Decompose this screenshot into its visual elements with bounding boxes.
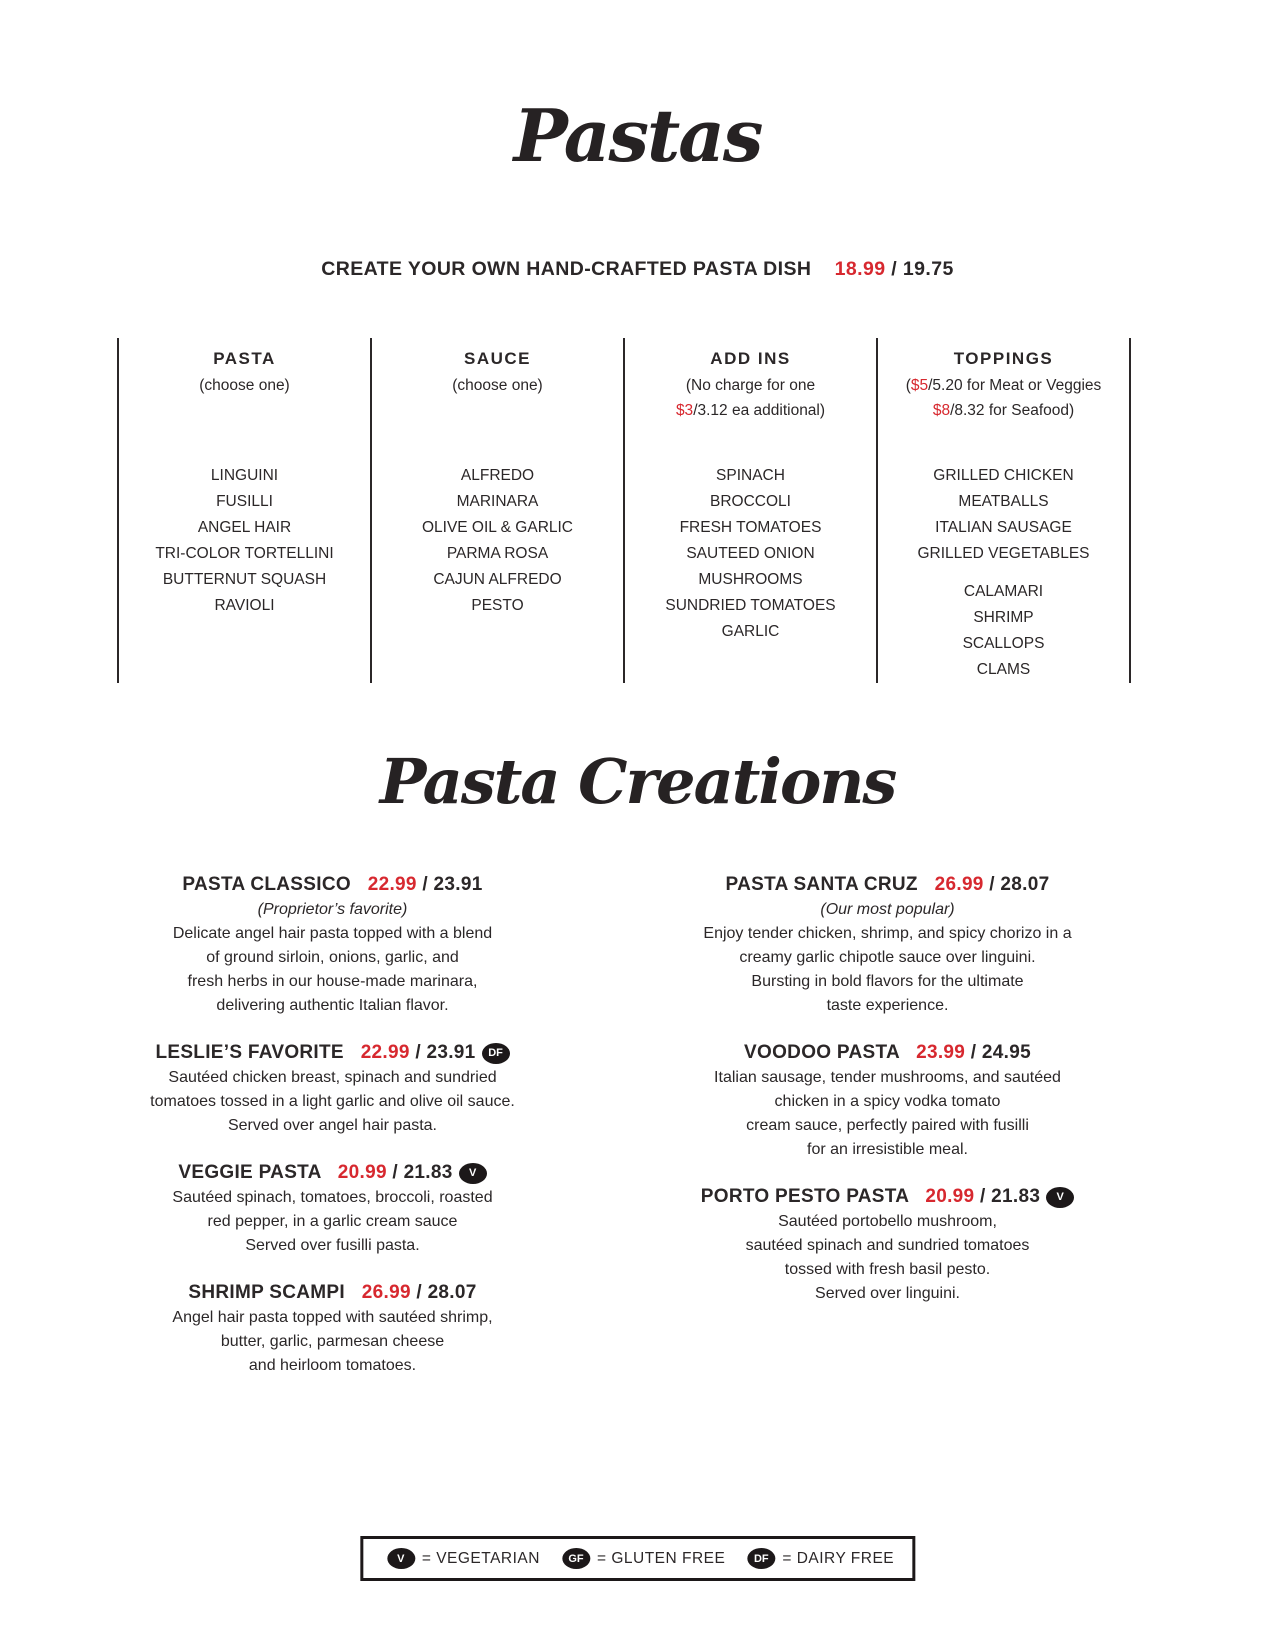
gluten-free-badge: GF [562, 1548, 590, 1569]
dish-description [615, 1066, 1160, 1162]
create-your-own-price-secondary: / 19.75 [891, 258, 954, 280]
dish-price: 26.99 [934, 874, 984, 895]
vegetarian-badge: V [387, 1548, 415, 1569]
legend-dairy-free-label: = DAIRY FREE [782, 1549, 895, 1567]
dish-price-secondary: / 28.07 [989, 874, 1050, 895]
spacer [327, 1162, 333, 1183]
dish-description-line: of ground sirloin, onions, garlic, and [206, 949, 459, 966]
dish-description-line: fresh herbs in our house-made marinara, [187, 973, 478, 990]
sauce-option: OLIVE OIL & GARLIC [421, 519, 574, 536]
dish-description-line: sautéed spinach and sundried tomatoes [745, 1237, 1030, 1254]
create-your-own-label: CREATE YOUR OWN HAND-CRAFTED PASTA DISH [321, 258, 812, 280]
toppings-note-paren: ( [905, 377, 911, 394]
column-note: (choose one) [199, 377, 290, 394]
column-items [878, 463, 1129, 683]
addin-option: BROCCOLI [710, 493, 791, 510]
dish-leslies-favorite [60, 1040, 605, 1138]
dish-price-secondary: / 28.07 [416, 1282, 477, 1303]
legend-gluten-free-label: = GLUTEN FREE [596, 1549, 726, 1567]
pasta-creations-list [60, 872, 1160, 1400]
dish-description-line: for an irresistible meal. [807, 1141, 968, 1158]
dish-name: PASTA SANTA CRUZ [725, 874, 918, 895]
spacer [923, 874, 929, 895]
topping-option: GRILLED VEGETABLES [917, 545, 1090, 562]
create-your-own-heading [0, 258, 1275, 281]
dish-shrimp-scampi [60, 1280, 605, 1378]
legend-vegetarian-label: = VEGETARIAN [421, 1549, 540, 1567]
column-header: PASTA [213, 349, 276, 368]
topping-option: SHRIMP [973, 609, 1034, 626]
spacer [905, 1042, 911, 1063]
pasta-option: FUSILLI [216, 493, 273, 510]
pasta-option: TRI-COLOR TORTELLINI [155, 545, 334, 562]
dish-description-line: Sautéed spinach, tomatoes, broccoli, roasted [172, 1189, 493, 1206]
toppings-note-price-seafood: $8 [932, 402, 951, 419]
spacer [351, 1282, 357, 1303]
sauce-option: MARINARA [456, 493, 539, 510]
dish-name-line [615, 1184, 1160, 1210]
dish-description-line: delivering authentic Italian flavor. [216, 997, 449, 1014]
dish-name-line [60, 872, 605, 898]
section-title-pasta-creations: Pasta Creations [379, 745, 896, 818]
sauce-option: PARMA ROSA [446, 545, 549, 562]
topping-option: ITALIAN SAUSAGE [935, 519, 1072, 536]
spacer [350, 1042, 356, 1063]
column-items [625, 463, 876, 645]
dish-description-line: Served over linguini. [815, 1285, 960, 1302]
create-your-own-price-primary: 18.99 [834, 258, 886, 280]
dish-description-line: chicken in a spicy vodka tomato [774, 1093, 1001, 1110]
toppings-note-line1: /5.20 for Meat or Veggies [928, 377, 1102, 394]
dish-note: (Proprietor’s favorite) [257, 901, 408, 918]
addin-option: GARLIC [721, 623, 780, 640]
dish-price: 22.99 [367, 874, 417, 895]
column-note: (choose one) [452, 377, 543, 394]
topping-option: CLAMS [976, 661, 1031, 678]
dish-description-line: Angel hair pasta topped with sautéed shrimp, [172, 1309, 493, 1326]
legend-gluten-free [556, 1548, 725, 1569]
dish-veggie-pasta [60, 1160, 605, 1258]
addins-note-line1: (No charge for one [685, 377, 816, 394]
dish-description-line: Italian sausage, tender mushrooms, and sautéed [714, 1069, 1061, 1086]
builder-column-pasta [117, 338, 370, 683]
dish-description [60, 1066, 605, 1138]
build-your-own-table [117, 338, 1131, 683]
pasta-option: ANGEL HAIR [197, 519, 292, 536]
dish-description-line: Served over fusilli pasta. [245, 1237, 420, 1254]
dish-price: 22.99 [360, 1042, 410, 1063]
spacer [357, 874, 363, 895]
column-note [625, 373, 876, 431]
dish-description-line: and heirloom tomatoes. [248, 1357, 417, 1374]
addin-option: SAUTEED ONION [686, 545, 815, 562]
topping-option: MEATBALLS [958, 493, 1049, 510]
vegetarian-badge: V [459, 1163, 487, 1184]
spacer [914, 1186, 920, 1207]
page-title: Pastas [513, 93, 762, 178]
dish-name-line [60, 1160, 605, 1186]
dish-description-line: Enjoy tender chicken, shrimp, and spicy chorizo in a [703, 925, 1072, 942]
dish-porto-pesto-pasta [615, 1184, 1160, 1306]
column-items [119, 463, 370, 619]
dish-price-secondary: / 23.91 [422, 874, 483, 895]
sauce-option: PESTO [471, 597, 524, 614]
dish-price: 20.99 [337, 1162, 387, 1183]
dish-voodoo-pasta [615, 1040, 1160, 1162]
dish-description-line: taste experience. [826, 997, 949, 1014]
dish-name-line [60, 1040, 605, 1066]
builder-column-addins [623, 338, 876, 683]
dish-price: 23.99 [916, 1042, 966, 1063]
sauce-option: ALFREDO [460, 467, 535, 484]
dish-description [615, 922, 1160, 1018]
dish-name: PASTA CLASSICO [182, 874, 351, 895]
dish-pasta-santa-cruz [615, 872, 1160, 1018]
pasta-option: LINGUINI [210, 467, 279, 484]
addin-option: MUSHROOMS [698, 571, 803, 588]
dish-description [60, 922, 605, 1018]
dish-name: PORTO PESTO PASTA [700, 1186, 909, 1207]
addin-option: SPINACH [716, 467, 785, 484]
column-header: TOPPINGS [953, 349, 1054, 368]
builder-column-toppings [876, 338, 1129, 683]
dish-description-line: butter, garlic, parmesan cheese [220, 1333, 445, 1350]
vegetarian-badge: V [1046, 1187, 1074, 1208]
dishes-left-column [60, 872, 605, 1400]
dish-description-line: Served over angel hair pasta. [227, 1117, 437, 1134]
dish-name-line [615, 1040, 1160, 1066]
dish-description-line: cream sauce, perfectly paired with fusilli [746, 1117, 1029, 1134]
topping-option: CALAMARI [963, 583, 1044, 600]
legend-dairy-free [741, 1548, 894, 1569]
dish-price-secondary: / 21.83 [980, 1186, 1041, 1207]
dish-name-line [60, 1280, 605, 1306]
addin-option: SUNDRIED TOMATOES [665, 597, 836, 614]
dish-description [60, 1306, 605, 1378]
dairy-free-badge: DF [482, 1043, 510, 1064]
dairy-free-badge: DF [747, 1548, 775, 1569]
dish-description-line: red pepper, in a garlic cream sauce [207, 1213, 458, 1230]
topping-option: SCALLOPS [962, 635, 1045, 652]
dish-name: SHRIMP SCAMPI [188, 1282, 345, 1303]
spacer [817, 258, 829, 280]
dietary-legend-box [360, 1536, 915, 1581]
addins-note-line2: /3.12 ea additional) [693, 402, 826, 419]
dish-description-line: creamy garlic chipotle sauce over linguini. [739, 949, 1036, 966]
sauce-option: CAJUN ALFREDO [433, 571, 562, 588]
dish-name: VOODOO PASTA [744, 1042, 900, 1063]
dish-price: 20.99 [925, 1186, 975, 1207]
dish-name: LESLIE’S FAVORITE [155, 1042, 344, 1063]
dish-description-line: Sautéed chicken breast, spinach and sundried [168, 1069, 497, 1086]
dish-description-line: Sautéed portobello mushroom, [778, 1213, 997, 1230]
addin-option: FRESH TOMATOES [679, 519, 822, 536]
builder-column-sauce [370, 338, 623, 683]
addins-note-price: $3 [675, 402, 694, 419]
dish-name: VEGGIE PASTA [178, 1162, 321, 1183]
topping-option: GRILLED CHICKEN [933, 467, 1074, 484]
toppings-note-price-meat: $5 [910, 377, 929, 394]
column-items [372, 463, 623, 619]
dish-description [615, 1210, 1160, 1306]
dish-price-secondary: / 21.83 [392, 1162, 453, 1183]
dish-description-line: tossed with fresh basil pesto. [784, 1261, 991, 1278]
column-note [878, 373, 1129, 431]
dish-price-secondary: / 23.91 [415, 1042, 476, 1063]
dish-note: (Our most popular) [820, 901, 955, 918]
column-header: ADD INS [710, 349, 791, 368]
dish-description-line: Delicate angel hair pasta topped with a blend [172, 925, 493, 942]
dish-price-secondary: / 24.95 [970, 1042, 1031, 1063]
legend-vegetarian [381, 1548, 540, 1569]
pasta-option: BUTTERNUT SQUASH RAVIOLI [162, 571, 327, 614]
dishes-right-column [615, 872, 1160, 1400]
toppings-note-line2: /8.32 for Seafood) [950, 402, 1075, 419]
dish-name-line [615, 872, 1160, 898]
dish-description-line: Bursting in bold flavors for the ultimate [751, 973, 1024, 990]
column-header: SAUCE [463, 349, 531, 368]
dish-description [60, 1186, 605, 1258]
dish-description-line: tomatoes tossed in a light garlic and olive oil sauce. [150, 1093, 515, 1110]
dish-pasta-classico [60, 872, 605, 1018]
dish-price: 26.99 [361, 1282, 411, 1303]
